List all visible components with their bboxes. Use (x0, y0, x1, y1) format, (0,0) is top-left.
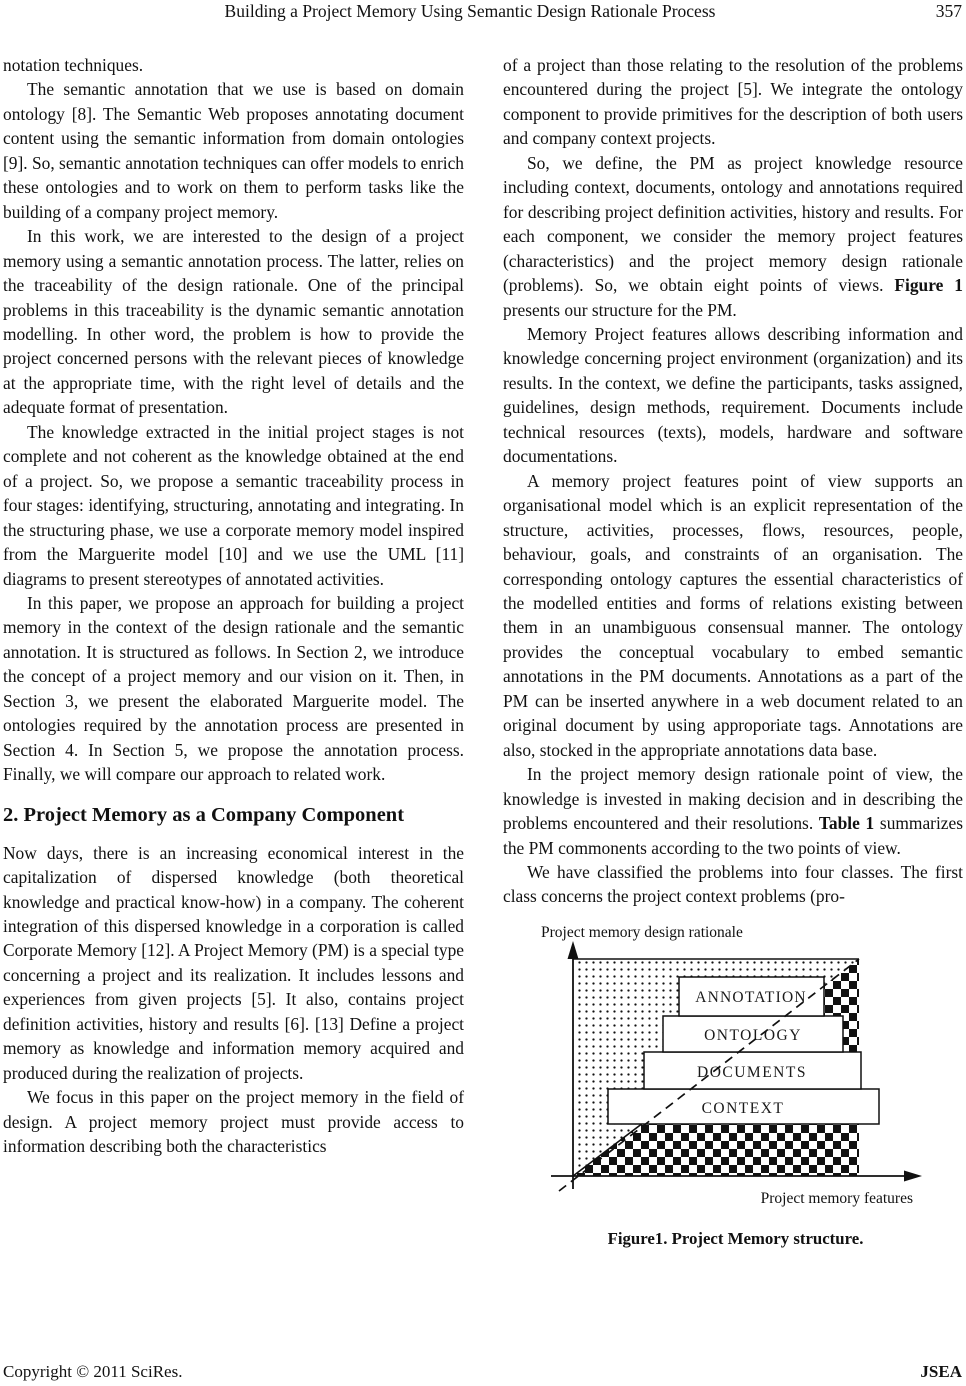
svg-text:ONTOLOGY: ONTOLOGY (704, 1026, 802, 1044)
figure-layer-annotation (679, 977, 824, 1016)
paragraph: In this work, we are interested to the design of a project memory using a semantic annotation process. The latter, relies on the traceability of the design rationale. One of the principal problems in this traceability is the dynamic semantic annotation modelling. In other word, the problem is how to provide the project concerned persons with the relevant pieces of knowledge at the appropriate time, with the right level of details and the adequate format of presentation. (3, 226, 464, 418)
figure-layer-ontology (663, 1016, 843, 1052)
paragraph: In the project memory design rationale point of view, the knowledge is invested in making decision and in describing the problems encountered and their resolutions. Table 1 summarizes the PM commonents according to the two points of view. (503, 764, 963, 858)
figure-reference: Figure 1 (894, 275, 963, 296)
y-axis-arrow-icon (568, 941, 579, 959)
x-axis-arrow-icon (904, 1170, 922, 1181)
figure-layer-context (608, 1089, 879, 1124)
figure-1-diagram (513, 917, 958, 1209)
svg-text:ANNOTATION: ANNOTATION (695, 988, 807, 1006)
figure-caption: Figure1. Project Memory structure. (607, 1229, 864, 1249)
paragraph: Now days, there is an increasing economical interest in the capitalization of dispersed knowledge (both theoretical knowledge and practical know-how) in a company. The coherent integration of this dispersed knowledge in a corporation is called Corporate Memory [12]. A Project Memory (PM) is a special type concerning a project and its realization. It includes lessons and experiences from given projects [5]. It also, contains project definition activities, history and results [6]. [13] Define a project memory as knowledge and information memory acquired and produced during the realization of projects. (3, 842, 464, 1083)
paragraph: So, we define, the PM as project knowledge resource including context, documents, ontology and annotations required for describing project definition activities, history and results. For each component, we consider the memory project features (characteristics) and the project memory design rationale (problems). So, we obtain eight points of views. Figure 1 presents our structure for the PM. (503, 152, 963, 320)
paragraph: A memory project features point of view supports an organisational model which is an explicit representation of the structure, activities, processes, flows, resources, people, behaviour, goals, and constraints of an organisation. The corresponding ontology captures the essential characteristics of the modelled entities and forms of relations existing between them in an unambiguous consensual manner. The ontology provides the conceptual vocabulary to embed semantic annotations in the PM documents. Annotations as a part of the PM can be inserted anywhere in a web document related to an original document by using approporiate tags. Annotations are also, stocked in the appropriate annotations data base. (503, 470, 963, 760)
paragraph: Memory Project features allows describing information and knowledge concerning project environment (organization) and its results. In the context, we define the participants, tasks assigned, guidelines, design methods, requirement. Documents include technical resources (texts), models, hardware and software documentations. (503, 323, 963, 467)
svg-text:CONTEXT: CONTEXT (701, 1099, 785, 1117)
paragraph: We focus in this paper on the project memory in the field of design. A project memory project must provide access to information describing both the characteristics (3, 1087, 464, 1157)
paper-title: Building a Project Memory Using Semantic Design Rationale Process (224, 1, 716, 21)
right-column (503, 53, 963, 1252)
page-footer (3, 1362, 962, 1382)
section-heading: 2. Project Memory as a Company Component (3, 803, 405, 826)
paragraph: notation techniques. (3, 55, 144, 75)
page-number: 357 (935, 1, 962, 21)
paragraph: We have classified the problems into four classes. The first class concerns the project context problems (pro- (503, 861, 963, 907)
svg-text:DOCUMENTS: DOCUMENTS (697, 1063, 807, 1081)
paragraph: of a project than those relating to the resolution of the problems encountered during the project [5]. We integrate the ontology component to provide primitives for the description of both users and company context projects. (503, 55, 963, 149)
x-axis-label: Project memory features (760, 1189, 913, 1207)
left-column (3, 53, 464, 1158)
y-axis-label: Project memory design rationale (541, 923, 743, 941)
paragraph: The knowledge extracted in the initial project stages is not complete and not coherent as the knowledge obtained at the end of a project. So, we propose a semantic traceability process in four stages: identifying, structuring, annotating and integrating. In the structuring phase, we use a corporate memory model inspired from the Marguerite model [10] and we use the UML [11] diagrams to present stereotypes of annotated activities. (3, 421, 464, 589)
paragraph: In this paper, we propose an approach for building a project memory in the context of the design rationale and the semantic annotation. It is structured as follows. In Section 2, we introduce the concept of a project memory and our vision on it. Then, in Section 3, we present the elaborated Marguerite model. The ontologies required by the annotation process are presented in Section 4. In Section 5, we propose the annotation process. Finally, we will compare our approach to related work. (3, 592, 464, 785)
journal-abbrev: JSEA (920, 1362, 962, 1381)
figure-1 (513, 917, 958, 1252)
copyright-notice: Copyright © 2011 SciRes. (3, 1362, 183, 1381)
paragraph: The semantic annotation that we use is based on domain ontology [8]. The Semantic Web proposes annotating document content using the semantic information from domain ontologies [9]. So, semantic annotation techniques can offer models to enrich these ontologies and to work on them to perform tasks like the building of a company project memory. (3, 79, 464, 222)
figure-layer-documents (644, 1052, 861, 1089)
